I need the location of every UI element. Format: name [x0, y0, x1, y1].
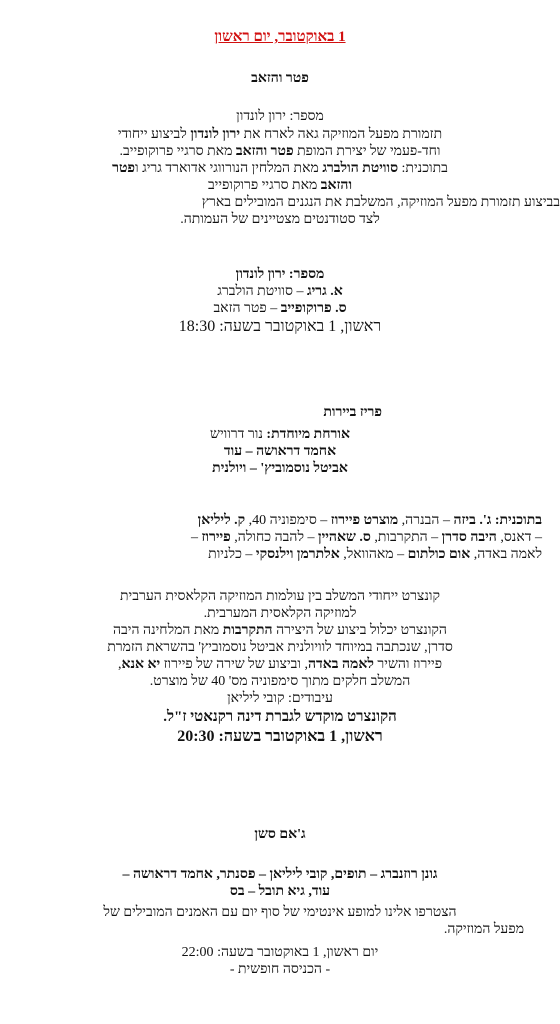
text-run: – פטר הזאב	[213, 301, 281, 316]
text-run: – סוויטת הולברג	[217, 284, 307, 299]
event-time: ראשון, 1 באוקטובר בשעה: 20:30	[177, 728, 383, 745]
text-run: בתוכנית:	[398, 161, 448, 176]
text-line	[0, 622, 560, 639]
bold-run: אחמד דראושה – עוד	[223, 444, 337, 459]
event-time: ראשון, 1 באוקטובר בשעה: 18:30	[178, 318, 382, 335]
text-run: מאת המלחינה היבה	[113, 623, 223, 638]
event-peter-wolf-title-block	[0, 70, 560, 87]
text-run: – סימפוניה 40,	[245, 513, 331, 528]
bold-run: ירון לונדון	[190, 127, 241, 142]
bold-run: סוויטת הולברג	[322, 161, 399, 176]
text-run: לצד סטודנטים מצטיינים של העמותה.	[180, 212, 380, 227]
event-time: יום ראשון, 1 באוקטובר בשעה: 22:00	[181, 945, 379, 960]
text-line	[0, 690, 560, 707]
text-run: ,	[117, 657, 122, 672]
bold-run: פטר	[112, 161, 136, 176]
text-run: פיירוז והשיר	[373, 657, 443, 672]
event-title: ג'אם סשן	[254, 827, 306, 842]
text-run: – דאנס,	[496, 530, 542, 545]
text-line	[0, 588, 560, 605]
text-run: – הבנרה,	[398, 513, 454, 528]
text-run: לאמה באדה,	[470, 547, 542, 562]
event-peter-wolf-narrator	[0, 108, 560, 125]
event-peter-wolf-description	[0, 126, 560, 228]
event-jam-session-footer	[0, 944, 560, 978]
text-run: מאת סרגיי פרוקופייב.	[119, 144, 236, 159]
description-paragraph	[0, 588, 560, 707]
text-run: הקונצרט יכלול ביצוע של היצירה	[272, 623, 447, 638]
text-line	[0, 143, 560, 160]
event-paris-beirut-footer	[0, 708, 560, 747]
bold-run: התקרבות	[222, 623, 273, 638]
bold-run: ס. שאהיין	[318, 530, 371, 545]
text-run: וחד-פעמי של יצירת המופת	[293, 144, 441, 159]
narrator-bold-line: מספר: ירון לונדון	[235, 267, 325, 282]
bold-run: ק. ליליאן	[197, 513, 246, 528]
text-run: קונצרט ייחודי המשלב בין עולמות המוזיקה הקלאסית הערבית	[120, 589, 440, 604]
text-run: – להבה כחולה,	[230, 530, 319, 545]
text-run: עיבודים: קובי ליליאן	[227, 691, 333, 706]
text-run: סדרן, שנכתבה במיוחד לוויולנית אביטל נוסמוביץ' בהשראת הזמרת	[107, 640, 453, 655]
bold-run: אום כולתום	[407, 547, 471, 562]
text-line	[0, 639, 560, 656]
date-heading	[0, 28, 560, 46]
text-line	[0, 211, 560, 228]
text-line	[0, 160, 560, 177]
event-title: פטר והזאב	[251, 71, 309, 86]
text-line	[0, 126, 560, 143]
text-line	[0, 529, 560, 546]
event-title: פריז ביירות	[323, 405, 382, 420]
description-paragraph	[0, 904, 560, 938]
bold-run: גונן רוזנברג – תופים, קובי ליליאן – פסנתר, אחמד דראושה –	[122, 867, 438, 882]
text-line	[0, 605, 560, 622]
bold-run: פיירוז	[201, 530, 231, 545]
dedication: הקונצרט מוקדש לגברת דינה רקנאטי ז"ל.	[163, 709, 397, 725]
text-run: מאת סרגיי פרוקופייב	[207, 178, 321, 193]
text-run: מאת המלחין הנורווגי אדוארד גריג ו	[135, 161, 323, 176]
bold-run: עוד, גיא תובל – בס	[229, 884, 331, 899]
performers-list	[0, 866, 560, 900]
text-run: – התקרבות,	[370, 530, 442, 545]
text-line	[0, 194, 560, 211]
guest-list	[0, 426, 560, 477]
bold-run: פטר והזאב	[235, 144, 294, 159]
bold-run: והזאב	[320, 178, 353, 193]
text-run: – מאהוואל,	[339, 547, 408, 562]
bold-run: יא אנא	[121, 657, 161, 672]
text-run: לביצוע ייחודי	[117, 127, 191, 142]
event-jam-session-title-block	[0, 826, 560, 843]
text-run: הצטרפו אלינו למופע אינטימי של סוף יום עם האמנים המובילים של	[103, 905, 457, 920]
text-line	[0, 460, 560, 477]
text-line	[0, 300, 560, 317]
narrator-line: מספר: ירון לונדון	[236, 109, 324, 124]
bold-run: לאמה באדה	[307, 657, 374, 672]
text-run: נור דרוויש	[210, 427, 267, 442]
bold-run: מוצרט פיירוז	[330, 513, 399, 528]
text-line	[0, 866, 560, 883]
text-line	[0, 177, 560, 194]
event-paris-beirut-program	[0, 512, 560, 563]
date-title: 1 באוקטובר, יום ראשון	[214, 29, 346, 45]
event-jam-session-performers	[0, 866, 560, 900]
text-line	[0, 921, 560, 938]
text-line	[0, 283, 560, 300]
event-paris-beirut-guests	[0, 426, 560, 477]
program-list	[0, 512, 560, 563]
program-list	[0, 283, 560, 317]
event-paris-beirut-description	[0, 588, 560, 707]
text-line	[0, 546, 560, 563]
text-line	[0, 512, 560, 529]
text-run: –	[190, 530, 202, 545]
text-line	[0, 426, 560, 443]
bold-run: היבה סדרן	[441, 530, 497, 545]
text-run: תזמורת מפעל המוזיקה גאה לארח את	[240, 127, 443, 142]
bold-run: אורחת מיוחדת:	[266, 427, 350, 442]
text-line	[0, 656, 560, 673]
text-run: , וביצוע של שירה של פיירוז	[160, 657, 308, 672]
event-peter-wolf-program	[0, 266, 560, 337]
text-run: המשלב חלקים מתוך סימפוניה מס' 40 של מוצרט.	[149, 674, 411, 689]
bold-run: א. גריג	[306, 284, 343, 299]
bold-run: ס. פרוקופייב	[280, 301, 347, 316]
description-paragraph	[0, 126, 560, 228]
bold-run: בתוכנית: ג'. ביזה	[453, 513, 542, 528]
text-run: מפעל המוזיקה.	[443, 922, 524, 937]
event-jam-session-description	[0, 904, 560, 938]
text-run: בביצוע תזמורת מפעל המוזיקה, המשלבת את הנגנים המובילים בארץ	[201, 195, 560, 210]
entry-note: - הכניסה חופשית -	[229, 962, 331, 977]
text-line	[0, 904, 560, 921]
bold-run: אביטל נוסמוביץ' – ויולנית	[212, 461, 348, 476]
event-paris-beirut-header	[0, 404, 560, 421]
text-run: – כלניות	[208, 547, 256, 562]
text-line	[0, 883, 560, 900]
text-line	[0, 673, 560, 690]
bold-run: אלתרמן וילנסקי	[255, 547, 340, 562]
text-run: למוזיקה הקלאסית המערבית.	[203, 606, 357, 621]
text-line	[0, 443, 560, 460]
